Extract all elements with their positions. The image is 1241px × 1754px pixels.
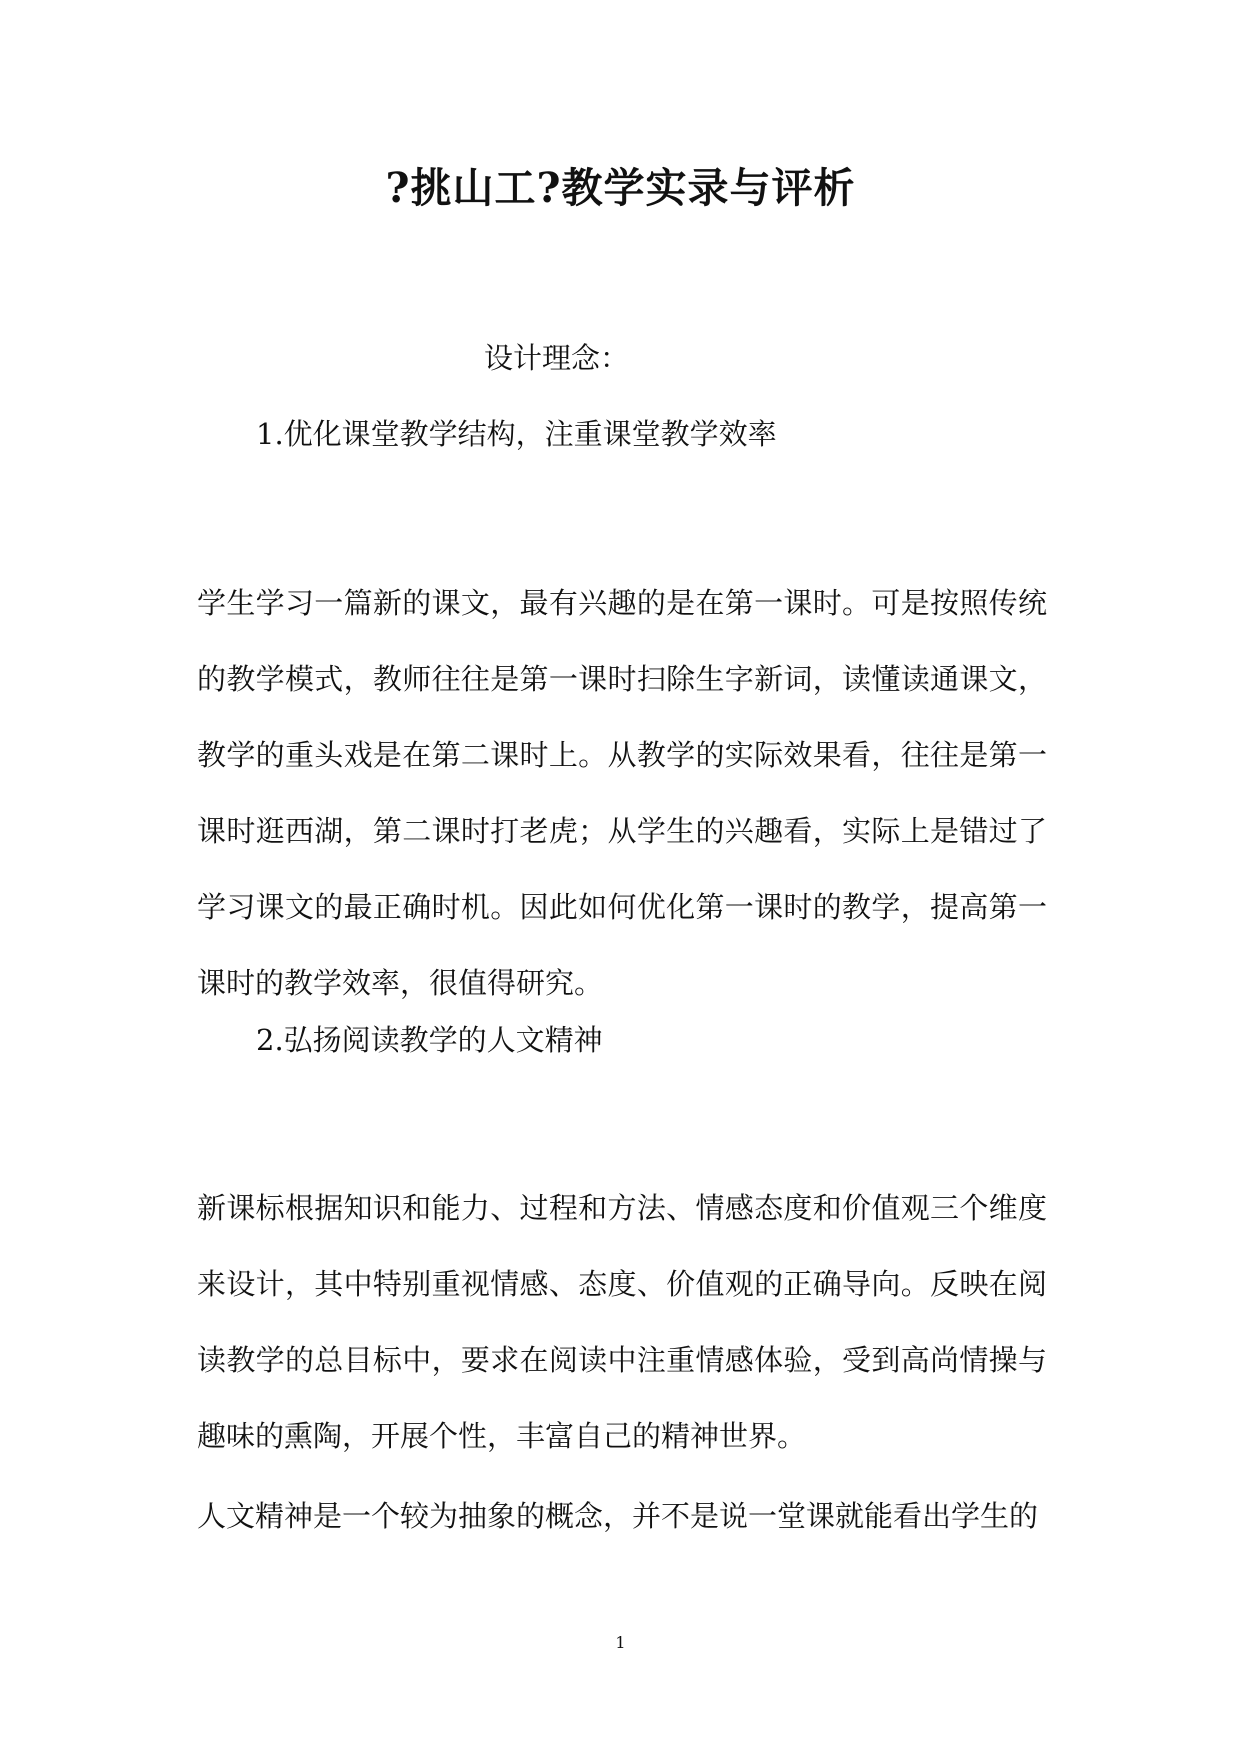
section-paragraph-3: 人文精神是一个较为抽象的概念，并不是说一堂课就能看出学生的 [197, 1499, 1039, 1533]
section-paragraph-1: 学生学习一篇新的课文，最有兴趣的是在第一课时。可是按照传统的教学模式，教师往往是第一课时扫除生字新词，读懂读通课文，教学的重头戏是在第二课时上。从教学的实际效果看，往往是第一课时逛西湖，第二课时打老虎；从学生的兴趣看，实际上是错过了学习课文的最正确时机。因此如何优化第一课时的教学，提高第一课时的教学效率，很值得研究。 [197, 586, 1047, 1000]
document-title: ?挑山工?教学实录与评析 [385, 164, 856, 212]
section-paragraph-2: 新课标根据知识和能力、过程和方法、情感态度和价值观三个维度来设计，其中特别重视情感、态度、价值观的正确导向。反映在阅读教学的总目标中，要求在阅读中注重情感体验，受到高尚情操与趣味的熏陶，开展个性，丰富自己的精神世界。 [197, 1191, 1047, 1453]
section-heading-1: 1.优化课堂教学结构，注重课堂教学效率 [256, 417, 777, 451]
design-concept-label: 设计理念： [484, 341, 630, 375]
section-heading-2: 2.弘扬阅读教学的人文精神 [256, 1023, 603, 1057]
page-number: 1 [615, 1633, 626, 1652]
